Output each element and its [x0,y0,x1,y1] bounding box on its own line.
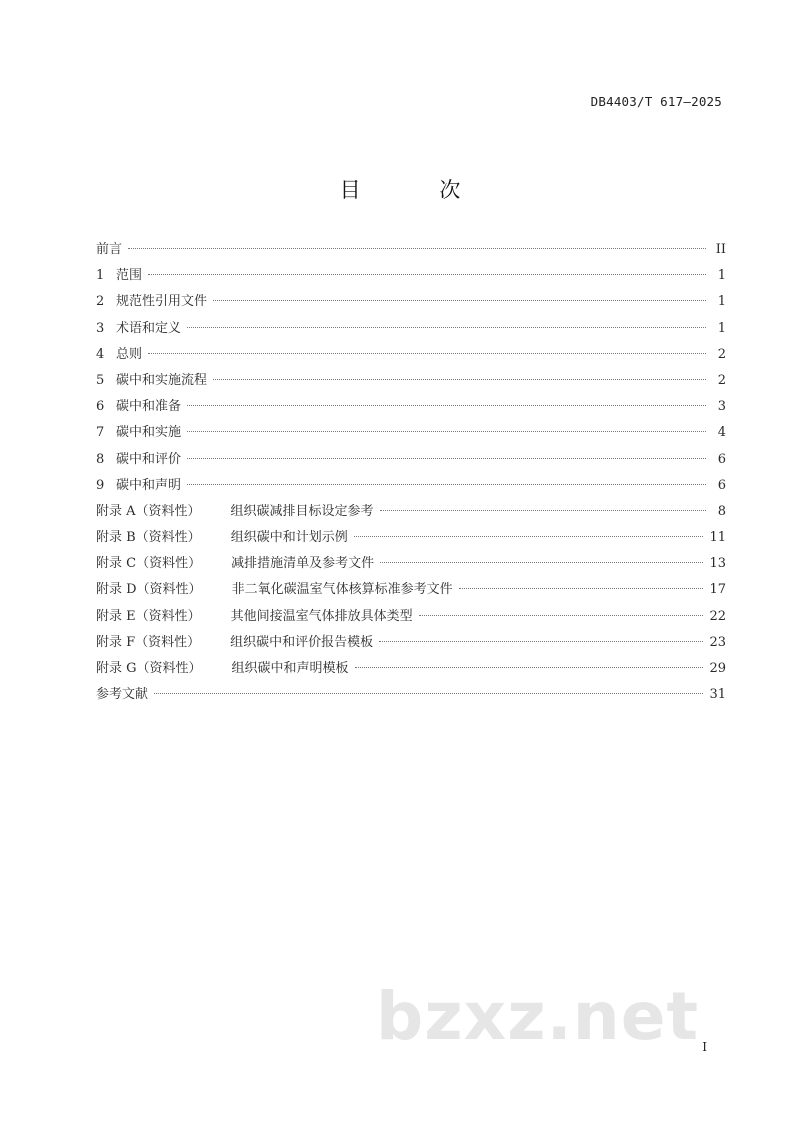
toc-entry-number: 4 [96,346,105,362]
document-code: DB4403/T 617—2025 [590,94,722,109]
toc-page-number: 1 [717,294,726,310]
toc-entry-title: 碳中和准备 [116,399,182,415]
page-number: I [702,1040,707,1054]
toc-dot-leader [213,300,706,301]
toc-entry[interactable] [96,630,726,656]
toc-dot-leader [187,484,706,485]
toc-page-number: 6 [717,451,726,467]
toc-page-number: 22 [709,608,726,624]
toc-entry[interactable] [96,551,726,577]
toc-page-number: 13 [709,556,726,572]
toc-page-number: 1 [717,320,726,336]
toc-entry-title: 附录 E（资料性） [96,608,201,624]
toc-entry-title: 附录 A（资料性） [96,503,201,519]
toc-dot-leader [148,353,706,354]
toc-entry[interactable] [96,289,726,315]
toc-dot-leader [187,405,706,406]
toc-entry-title: 参考文献 [96,687,149,703]
toc-entry-title: 前言 [96,242,123,257]
toc-page-number: 11 [709,530,726,546]
page-title: 目 次 [339,178,497,202]
toc-entry-title: 规范性引用文件 [116,294,208,310]
toc-entry-title: 术语和定义 [116,320,182,336]
toc-page-number: 23 [709,634,726,650]
toc-appendix-title: 其他间接温室气体排放具体类型 [230,608,413,624]
watermark-text: bzxz.net [376,978,700,1055]
toc-page-number: 3 [717,399,726,415]
toc-entry-number: 5 [96,372,105,388]
toc-appendix-title: 组织碳中和声明模板 [231,661,349,676]
toc-entry-number: 3 [96,320,105,336]
toc-entry-title: 附录 C（资料性） [96,556,202,572]
toc-entry-title: 碳中和声明 [116,477,182,493]
toc-page-number: 17 [709,582,726,598]
toc-dot-leader [213,379,706,380]
toc-entry-title: 附录 F（资料性） [96,634,201,650]
toc-dot-leader [148,274,706,275]
toc-entry[interactable] [96,577,726,603]
toc-entry-number: 2 [96,294,105,310]
toc-entry[interactable] [96,394,726,420]
toc-entry-title: 附录 D（资料性） [96,582,202,598]
toc-entry[interactable] [96,237,726,263]
toc-appendix-title: 组织碳中和评价报告模板 [230,634,374,650]
toc-entry[interactable] [96,604,726,630]
toc-entry[interactable] [96,499,726,525]
toc-appendix-title: 减排措施清单及参考文件 [231,556,375,572]
toc-page-number: 29 [709,661,726,676]
toc-entry[interactable] [96,525,726,551]
toc-entry-title: 碳中和实施流程 [116,372,208,388]
toc-page-number: 4 [717,425,726,441]
toc-page-number: 2 [717,346,726,362]
toc-entry[interactable] [96,682,726,708]
toc-dot-leader [419,615,704,616]
table-of-contents [96,237,726,708]
toc-entry-title: 附录 B（资料性） [96,530,201,546]
toc-dot-leader [355,667,704,668]
toc-entry[interactable] [96,656,726,682]
toc-dot-leader [154,693,703,694]
toc-dot-leader [379,641,703,642]
toc-entry-number: 7 [96,425,105,441]
toc-dot-leader [187,458,706,459]
toc-dot-leader [380,562,703,563]
toc-entry[interactable] [96,342,726,368]
toc-appendix-title: 组织碳中和计划示例 [230,530,348,546]
toc-entry-title: 范围 [116,268,143,284]
toc-page-number: II [715,242,726,257]
toc-entry[interactable] [96,263,726,289]
toc-entry-number: 9 [96,477,105,493]
toc-appendix-title: 非二氧化碳温室气体核算标准参考文件 [231,582,453,598]
toc-page-number: 1 [717,268,726,284]
toc-page-number: 2 [717,372,726,388]
toc-entry-number: 6 [96,399,105,415]
toc-entry[interactable] [96,368,726,394]
toc-page-number: 31 [709,687,726,703]
toc-dot-leader [380,510,706,511]
toc-entry-number: 1 [96,268,105,284]
toc-dot-leader [187,431,706,432]
toc-entry[interactable] [96,316,726,342]
toc-page-number: 8 [717,503,726,519]
toc-dot-leader [128,248,706,249]
toc-appendix-title: 组织碳减排目标设定参考 [230,503,374,519]
toc-entry-number: 8 [96,451,105,467]
toc-entry[interactable] [96,420,726,446]
toc-dot-leader [354,536,704,537]
toc-entry-title: 附录 G（资料性） [96,661,202,676]
toc-entry-title: 总则 [116,346,143,362]
toc-entry-title: 碳中和评价 [116,451,182,467]
toc-page-number: 6 [717,477,726,493]
toc-entry[interactable] [96,447,726,473]
toc-dot-leader [459,588,704,589]
toc-dot-leader [187,327,706,328]
toc-entry-title: 碳中和实施 [116,425,182,441]
toc-entry[interactable] [96,473,726,499]
